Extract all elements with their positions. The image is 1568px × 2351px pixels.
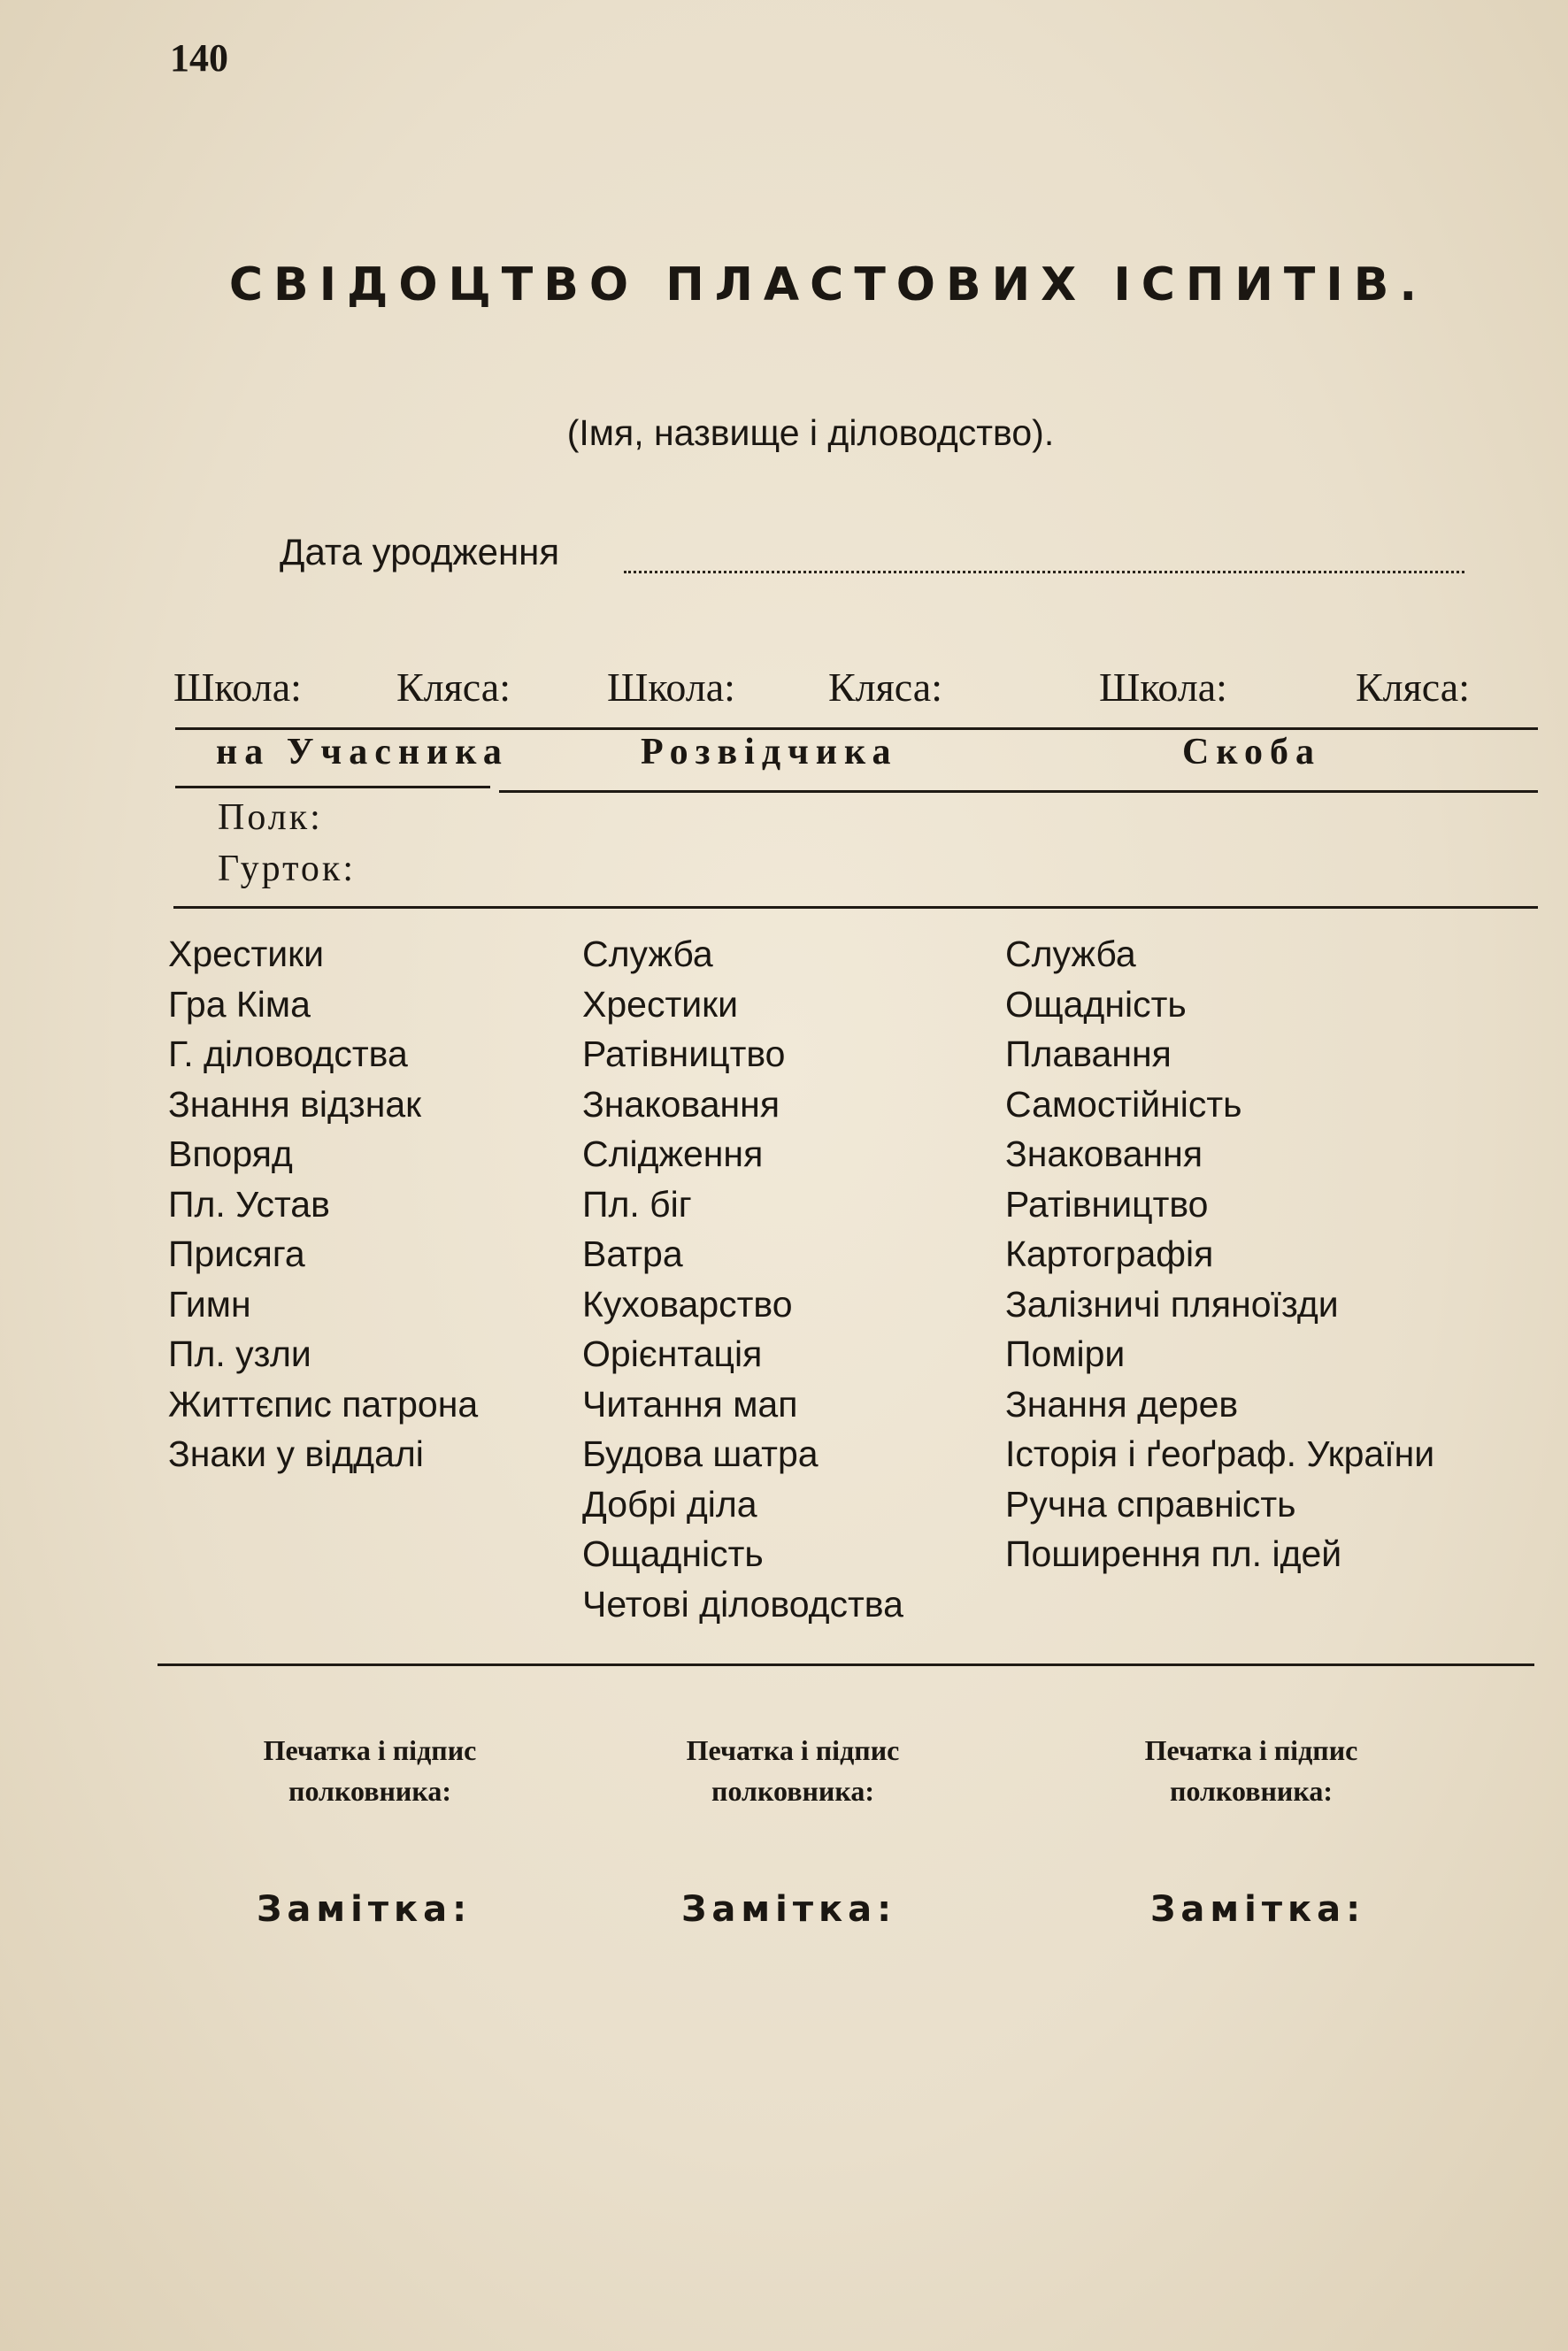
list-item: Поміри — [1005, 1333, 1126, 1374]
signature-line-2: полковника: — [1170, 1775, 1333, 1807]
list-item: Знаковання — [1005, 1133, 1203, 1174]
list-item: Знання відзнак — [168, 1083, 422, 1125]
list-item: Ватра — [582, 1233, 683, 1274]
list-item: Плавання — [1005, 1033, 1172, 1074]
list-item: Куховарство — [582, 1283, 793, 1325]
birth-date-label: Дата уродження — [280, 531, 560, 572]
rank-heading-skoba: Скоба — [1182, 732, 1321, 772]
note-label-2: Замітка: — [681, 1889, 897, 1930]
list-item: Ощадність — [1005, 983, 1187, 1025]
list-item: Гра Кіма — [168, 983, 311, 1025]
list-item: Орієнтація — [582, 1333, 763, 1374]
list-item: Залізничі пляноїзди — [1005, 1283, 1339, 1325]
list-item: Читання мап — [582, 1383, 798, 1425]
rank-heading-participant: на Учасника — [216, 732, 509, 772]
unit-divider — [173, 906, 1538, 909]
list-item: Впоряд — [168, 1133, 293, 1174]
list-item: Ратівництво — [582, 1033, 786, 1074]
signature-block-1 — [184, 1730, 556, 1811]
school-label-2: Школа: — [607, 665, 735, 710]
signature-line-1: Печатка і підпис — [263, 1734, 477, 1766]
list-item: Самостійність — [1005, 1083, 1242, 1125]
list-item: Хрестики — [168, 933, 324, 974]
list-item: Знання дерев — [1005, 1383, 1239, 1425]
list-item: Служба — [1005, 933, 1136, 974]
birth-date-line — [624, 571, 1464, 573]
rank-underline-1 — [175, 786, 490, 788]
list-item: Ощадність — [582, 1533, 764, 1574]
school-label-1: Школа: — [173, 665, 302, 710]
list-item: Пл. узли — [168, 1333, 311, 1374]
name-caption: (Імя, назвище і діловодство). — [566, 412, 1055, 453]
list-item: Історія і ґеоґраф. України — [1005, 1433, 1435, 1474]
signature-line-2: полковника: — [711, 1775, 874, 1807]
exam-list-participant — [168, 929, 478, 1479]
signature-line-1: Печатка і підпис — [686, 1734, 900, 1766]
list-item: Будова шатра — [582, 1433, 819, 1474]
list-item: Поширення пл. ідей — [1005, 1533, 1342, 1574]
signature-block-2 — [607, 1730, 979, 1811]
exam-list-skoba — [1005, 929, 1434, 1579]
note-label-1: Замітка: — [257, 1889, 473, 1930]
class-label-3: Кляса: — [1356, 665, 1470, 710]
class-label-1: Кляса: — [396, 665, 511, 710]
rank-underline-2 — [499, 790, 1538, 793]
signature-line-2: полковника: — [288, 1775, 451, 1807]
list-item: Пл. Устав — [168, 1183, 330, 1225]
list-item: Картографія — [1005, 1233, 1214, 1274]
circle-label: Гурток: — [218, 849, 357, 889]
rank-heading-scout: Розвідчика — [641, 732, 898, 772]
list-item: Присяга — [168, 1233, 305, 1274]
exam-list-scout — [582, 929, 903, 1629]
list-item: Г. діловодства — [168, 1033, 408, 1074]
list-item: Ратівництво — [1005, 1183, 1209, 1225]
signature-block-3 — [1065, 1730, 1437, 1811]
page-number: 140 — [170, 36, 228, 80]
document-title: СВІДОЦТВО ПЛАСТОВИХ ІСПИТІВ. — [228, 258, 1428, 311]
class-label-2: Кляса: — [828, 665, 942, 710]
header-divider — [175, 727, 1538, 730]
note-label-3: Замітка: — [1150, 1889, 1366, 1930]
list-item: Знаковання — [582, 1083, 780, 1125]
list-item: Ручна справність — [1005, 1483, 1296, 1525]
signature-line-1: Печатка і підпис — [1144, 1734, 1358, 1766]
list-item: Пл. біг — [582, 1183, 692, 1225]
list-item: Хрестики — [582, 983, 738, 1025]
list-item: Знаки у віддалі — [168, 1433, 424, 1474]
school-label-3: Школа: — [1099, 665, 1227, 710]
list-item: Четові діловодства — [582, 1583, 903, 1625]
regiment-label: Полк: — [218, 797, 323, 838]
list-item: Служба — [582, 933, 713, 974]
list-item: Добрі діла — [582, 1483, 757, 1525]
list-item: Гимн — [168, 1283, 251, 1325]
list-item: Життєпис патрона — [168, 1383, 479, 1425]
list-item: Слідження — [582, 1133, 764, 1174]
lists-divider — [158, 1663, 1534, 1666]
